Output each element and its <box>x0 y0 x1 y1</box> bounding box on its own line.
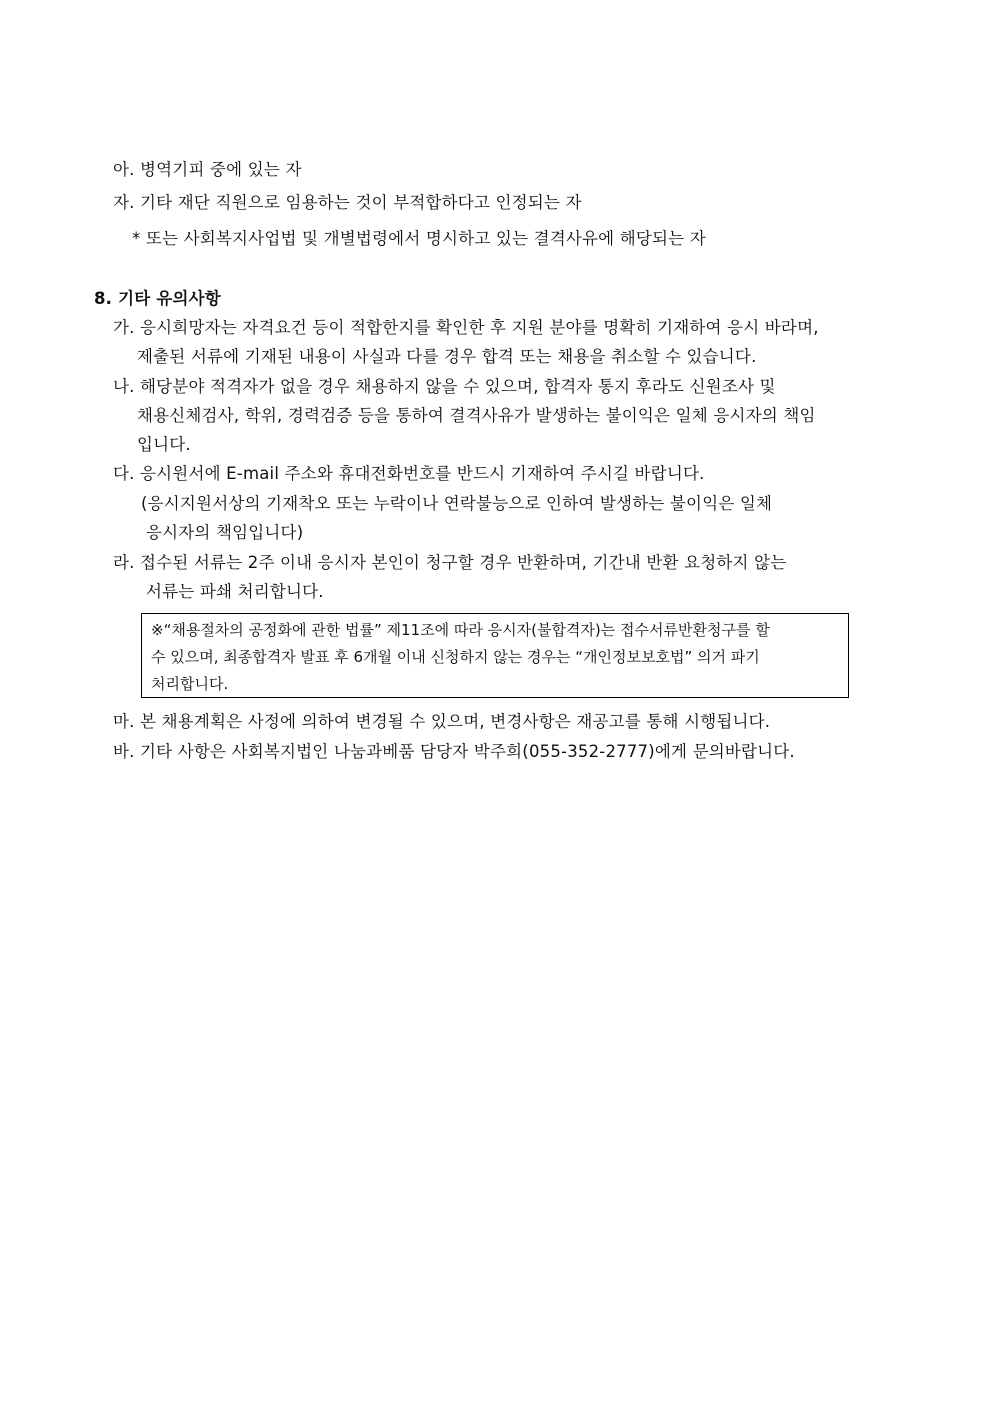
list-item-disqualification-b: 자. 기타 재단 직원으로 임용하는 것이 부적합하다고 인정되는 자 <box>113 193 582 212</box>
notice-line-3: 처리합니다. <box>151 675 229 693</box>
item-na-line-3: 입니다. <box>137 435 191 454</box>
item-na-line-1: 나. 해당분야 적격자가 없을 경우 채용하지 않을 수 있으며, 합격자 통지 후라도 신원조사 및 <box>113 377 776 396</box>
notice-line-1: ※“채용절차의 공정화에 관한 법률” 제11조에 따라 응시자(불합격자)는 접수서류반환청구를 할 <box>151 621 770 639</box>
item-ra-line-2: 서류는 파쇄 처리합니다. <box>146 582 324 601</box>
item-da-line-2: (응시지원서상의 기재착오 또는 누락이나 연락불능으로 인하여 발생하는 불이익은 일체 <box>141 494 773 513</box>
disqualification-note: * 또는 사회복지사업법 및 개별법령에서 명시하고 있는 결격사유에 해당되는 자 <box>132 229 706 248</box>
item-ba: 바. 기타 사항은 사회복지법인 나눔과베품 담당자 박주희(055-352-2777)에게 문의바랍니다. <box>113 742 795 761</box>
item-da-line-3: 응시자의 책임입니다) <box>146 523 304 542</box>
item-ga-line-1: 가. 응시희망자는 자격요건 등이 적합한지를 확인한 후 지원 분야를 명확히 기재하여 응시 바라며, <box>113 318 819 337</box>
item-ma: 마. 본 채용계획은 사정에 의하여 변경될 수 있으며, 변경사항은 재공고를 통해 시행됩니다. <box>113 712 771 731</box>
item-na-line-2: 채용신체검사, 학위, 경력검증 등을 통하여 결격사유가 발생하는 불이익은 일체 응시자의 책임 <box>137 406 816 425</box>
list-item-disqualification-a: 아. 병역기피 중에 있는 자 <box>113 160 302 179</box>
item-ga-line-2: 제출된 서류에 기재된 내용이 사실과 다를 경우 합격 또는 채용을 취소할 수 있습니다. <box>137 347 757 366</box>
item-ra-line-1: 라. 접수된 서류는 2주 이내 응시자 본인이 청구할 경우 반환하며, 기간내 반환 요청하지 않는 <box>113 553 787 572</box>
item-da-line-1: 다. 응시원서에 E-mail 주소와 휴대전화번호를 반드시 기재하여 주시길 바랍니다. <box>113 464 705 483</box>
notice-box <box>141 613 849 698</box>
section-heading: 8. 기타 유의사항 <box>94 289 221 308</box>
notice-line-2: 수 있으며, 최종합격자 발표 후 6개월 이내 신청하지 않는 경우는 “개인정보보호법” 의거 파기 <box>151 648 760 666</box>
